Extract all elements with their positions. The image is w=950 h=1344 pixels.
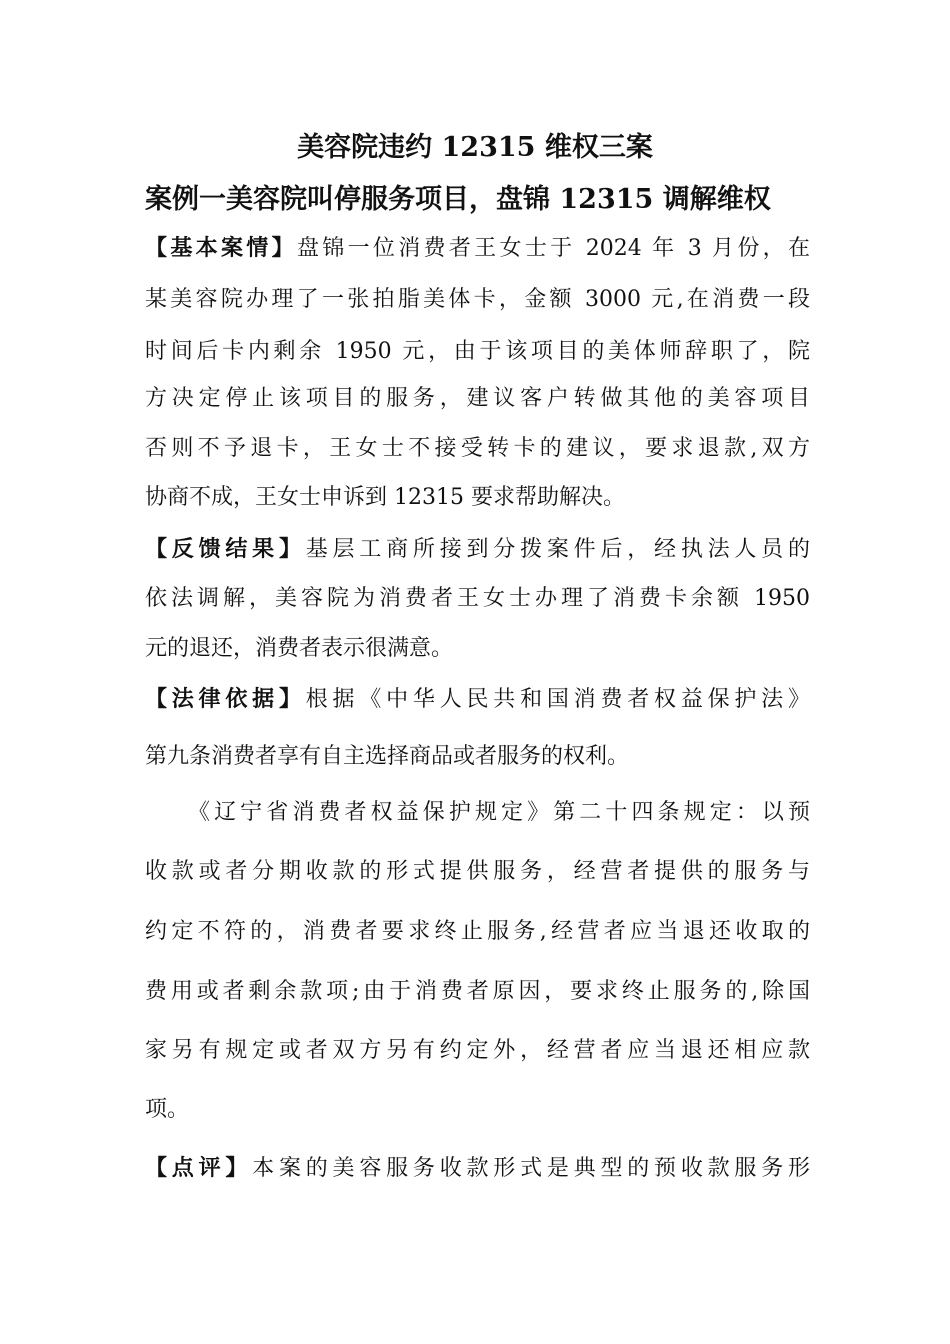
regulation-line-3: 约定不符的，消费者要求终止服务,经营者应当退还收取的 [145, 919, 810, 944]
basic-facts-line-3: 时间后卡内剩余 1950 元，由于该项目的美体师辞职了，院 [145, 339, 810, 364]
feedback-line-1 [145, 532, 810, 567]
basic-facts-line-2: 某美容院办理了一张拍脂美体卡，金额 3000 元,在消费一段 [145, 287, 810, 312]
legal-basis-line-2: 第九条消费者享有自主选择商品或者服务的权利。 [145, 744, 630, 769]
basic-facts-text: 盘锦一位消费者王女士于 2024 年 3 月份，在 [296, 236, 810, 261]
basic-facts-line-1 [145, 231, 810, 266]
regulation-line-4: 费用或者剩余款项;由于消费者原因，要求终止服务的,除国 [145, 979, 810, 1004]
case1-heading: 案例一美容院叫停服务项目，盘锦 12315 调解维权 [145, 184, 771, 215]
feedback-text: 基层工商所接到分拨案件后，经执法人员的 [305, 537, 810, 562]
basic-facts-label: 【基本案情】 [145, 235, 297, 261]
document-title: 美容院违约 12315 维权三案 [297, 132, 653, 163]
legal-basis-line-1 [145, 682, 810, 717]
comment-text: 本案的美容服务收款形式是典型的预收款服务形 [252, 1156, 810, 1181]
regulation-line-2: 收款或者分期收款的形式提供服务，经营者提供的服务与 [145, 859, 810, 884]
basic-facts-line-4: 方决定停止该项目的服务，建议客户转做其他的美容项目 [145, 386, 810, 411]
basic-facts-line-5: 否则不予退卡，王女士不接受转卡的建议，要求退款,双方 [145, 436, 810, 461]
legal-basis-label: 【法律依据】 [145, 686, 306, 712]
feedback-label: 【反馈结果】 [145, 536, 306, 562]
regulation-line-5: 家另有规定或者双方另有约定外，经营者应当退还相应款 [145, 1038, 810, 1063]
comment-line-1 [145, 1151, 810, 1186]
basic-facts-line-6: 协商不成，王女士申诉到 12315 要求帮助解决。 [145, 485, 625, 510]
regulation-line-1: 《辽宁省消费者权益保护规定》第二十四条规定：以预 [188, 800, 810, 825]
regulation-line-6: 项。 [145, 1097, 190, 1122]
legal-basis-text: 根据《中华人民共和国消费者权益保护法》 [305, 687, 810, 712]
comment-label: 【点评】 [145, 1155, 253, 1181]
feedback-line-2: 依法调解，美容院为消费者王女士办理了消费卡余额 1950 [145, 586, 810, 611]
feedback-line-3: 元的退还，消费者表示很满意。 [145, 636, 454, 661]
